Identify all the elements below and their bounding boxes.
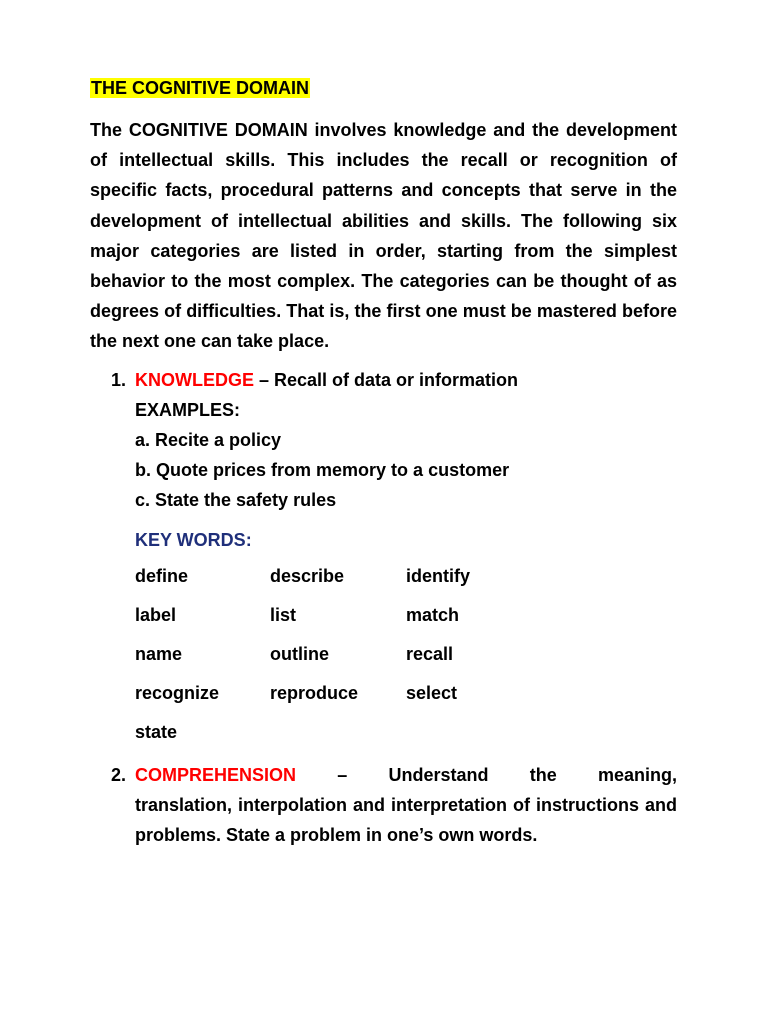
page-title: THE COGNITIVE DOMAIN bbox=[91, 78, 310, 98]
item-heading-line bbox=[135, 760, 677, 790]
item-heading-line bbox=[135, 365, 677, 395]
term-knowledge: KNOWLEDGE bbox=[135, 369, 254, 390]
keyword: label bbox=[135, 604, 177, 625]
keywords-grid bbox=[135, 564, 677, 760]
dash: – bbox=[337, 764, 348, 785]
keywords-label: KEY WORDS bbox=[135, 529, 246, 550]
list-item-comprehension bbox=[90, 760, 677, 851]
keyword: describe bbox=[270, 565, 345, 586]
examples-label: EXAMPLES: bbox=[135, 399, 241, 420]
comprehension-description: translation, interpolation and interpretation of instructions and problems. State a problem in one’s own words. bbox=[135, 794, 677, 845]
heading-row bbox=[90, 76, 677, 100]
keyword: identify bbox=[406, 565, 471, 586]
keyword: recognize bbox=[135, 683, 220, 704]
keyword: select bbox=[406, 683, 458, 704]
keyword: match bbox=[406, 604, 460, 625]
keyword: define bbox=[135, 565, 189, 586]
item-number: 2. bbox=[111, 764, 127, 785]
keywords-colon: : bbox=[245, 529, 252, 550]
keyword: state bbox=[135, 722, 178, 743]
word: meaning, bbox=[597, 764, 677, 785]
word: Understand bbox=[388, 764, 489, 785]
item-number: 1. bbox=[111, 369, 127, 390]
knowledge-description: – Recall of data or information bbox=[254, 369, 519, 390]
word: the bbox=[529, 764, 557, 785]
keyword: name bbox=[135, 644, 183, 665]
keyword: outline bbox=[270, 644, 329, 665]
keyword: recall bbox=[406, 644, 454, 665]
list-item-knowledge bbox=[90, 365, 677, 760]
example-a: a. Recite a policy bbox=[135, 430, 282, 451]
document-page bbox=[90, 76, 677, 850]
keyword: reproduce bbox=[270, 683, 359, 704]
example-c: c. State the safety rules bbox=[135, 490, 337, 511]
intro-paragraph: The COGNITIVE DOMAIN involves knowledge and the development of intellectual skills. This includes the recall or recognition of specific facts, procedural patterns and concepts that serve in the development of intellectual abilities and skills. The following six major categories are listed in order, starting from the simplest behavior to the most complex. The categories can be thought of as degrees of difficulties. That is, the first one must be mastered before the next one can take place. bbox=[90, 120, 677, 352]
keyword: list bbox=[270, 604, 297, 625]
example-b: b. Quote prices from memory to a customer bbox=[135, 460, 510, 481]
keywords-heading bbox=[135, 525, 677, 555]
term-comprehension: COMPREHENSION bbox=[135, 764, 297, 785]
